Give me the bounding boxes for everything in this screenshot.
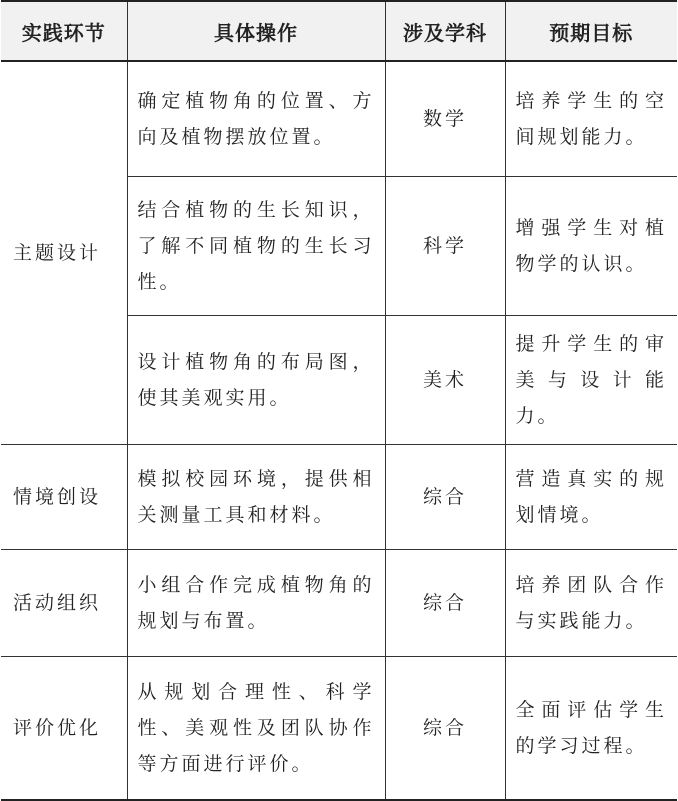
goal-text: 培养团队合作与实践能力。 [515, 574, 667, 632]
stage-label: 主题设计 [13, 242, 102, 264]
operation-cell [127, 316, 385, 445]
subject-text: 综合 [422, 486, 467, 508]
stage-cell-theme-design [1, 61, 127, 445]
subject-text: 数学 [422, 108, 467, 130]
goal-cell [505, 61, 677, 177]
subject-text: 美术 [422, 369, 467, 391]
header-practice-stage: 实践环节 [1, 1, 127, 61]
goal-cell [505, 445, 677, 550]
table-row [1, 550, 677, 657]
subject-cell [385, 177, 505, 316]
subject-text: 综合 [422, 592, 467, 614]
operation-cell [127, 550, 385, 657]
goal-text: 培养学生的空间规划能力。 [515, 90, 667, 148]
subject-cell [385, 445, 505, 550]
stage-label: 情境创设 [13, 486, 102, 508]
operation-text: 设计植物角的布局图，使其美观实用。 [137, 351, 375, 409]
subject-cell [385, 657, 505, 801]
table-row [1, 657, 677, 801]
subject-text: 科学 [422, 235, 467, 257]
goal-text: 营造真实的规划情境。 [515, 468, 667, 526]
header-specific-operation: 具体操作 [127, 1, 385, 61]
goal-cell [505, 550, 677, 657]
stage-label: 评价优化 [13, 717, 102, 739]
subject-text: 综合 [422, 717, 467, 739]
goal-text: 提升学生的审美与设计能力。 [515, 333, 667, 427]
stage-cell-evaluation-optimization [1, 657, 127, 801]
goal-cell [505, 316, 677, 445]
operation-cell [127, 445, 385, 550]
operation-text: 从规划合理性、科学性、美观性及团队协作等方面进行评价。 [137, 681, 375, 775]
operation-cell [127, 177, 385, 316]
operation-cell [127, 61, 385, 177]
subject-cell [385, 550, 505, 657]
practice-table-container [1, 0, 677, 775]
goal-text: 增强学生对植物学的认识。 [515, 217, 667, 275]
header-subjects-involved: 涉及学科 [385, 1, 505, 61]
operation-cell [127, 657, 385, 801]
subject-cell [385, 316, 505, 445]
table-row [1, 61, 677, 177]
stage-cell-activity-organization [1, 550, 127, 657]
operation-text: 确定植物角的位置、方向及植物摆放位置。 [137, 90, 375, 148]
stage-cell-scenario-setup [1, 445, 127, 550]
practice-activity-table [1, 0, 677, 801]
header-expected-goal: 预期目标 [505, 1, 677, 61]
operation-text: 结合植物的生长知识，了解不同植物的生长习性。 [137, 199, 375, 293]
goal-cell [505, 177, 677, 316]
operation-text: 小组合作完成植物角的规划与布置。 [137, 574, 375, 632]
goal-cell [505, 657, 677, 801]
table-header-row [1, 1, 677, 61]
goal-text: 全面评估学生的学习过程。 [515, 699, 667, 757]
table-row [1, 445, 677, 550]
operation-text: 模拟校园环境，提供相关测量工具和材料。 [137, 468, 375, 526]
subject-cell [385, 61, 505, 177]
stage-label: 活动组织 [13, 592, 102, 614]
